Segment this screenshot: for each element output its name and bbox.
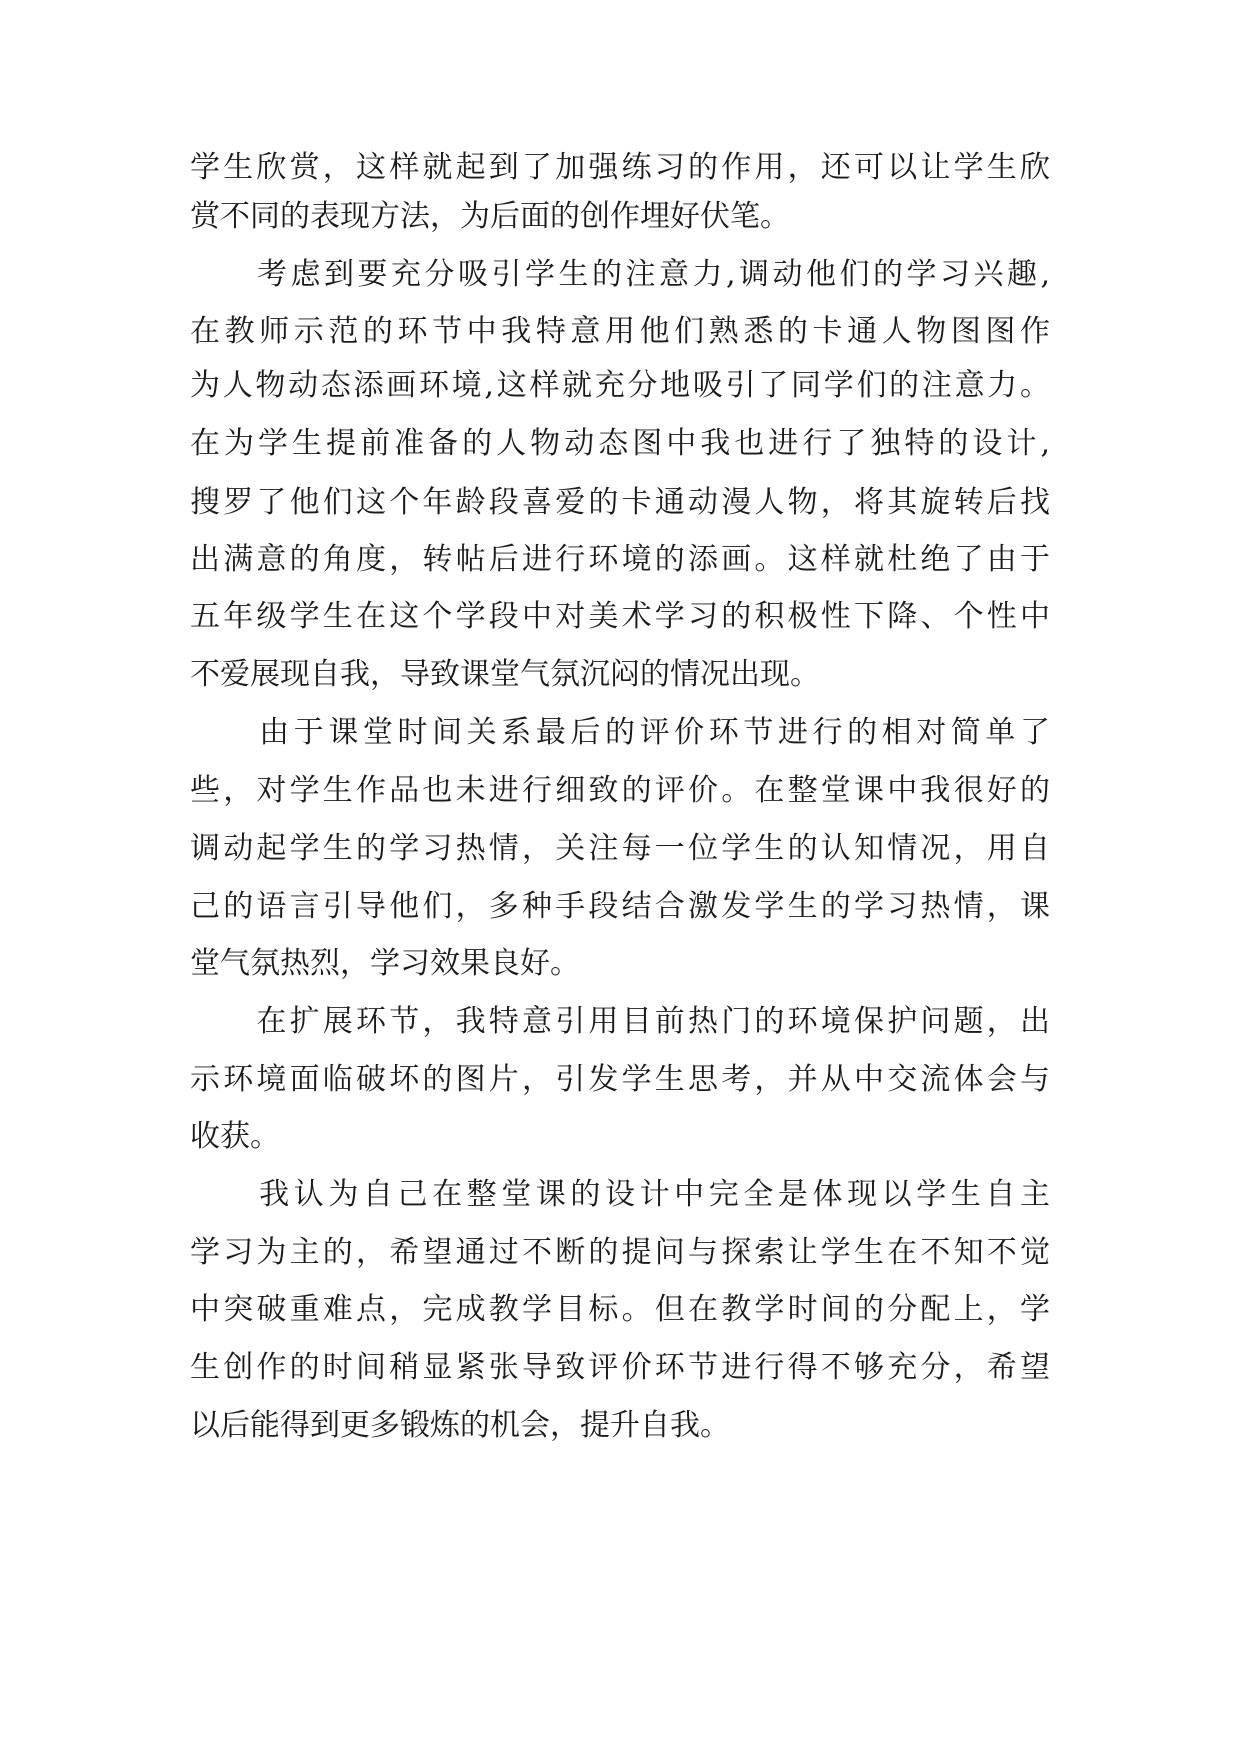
text-line: 由于课堂时间关系最后的评价环节进行的相对简单了 — [190, 715, 1050, 750]
text-line: 我认为自己在整堂课的设计中完全是体现以学生自主 — [190, 1177, 1050, 1212]
text-line: 在扩展环节，我特意引用目前热门的环境保护问题，出 — [190, 1004, 1050, 1039]
text-line: 搜罗了他们这个年龄段喜爱的卡通动漫人物，将其旋转后找 — [190, 485, 1050, 520]
text-line: 考虑到要充分吸引学生的注意力,调动他们的学习兴趣, — [190, 257, 1050, 292]
text-line: 堂气氛热烈，学习效果良好。 — [190, 946, 580, 981]
text-line: 收获。 — [190, 1119, 280, 1154]
text-line: 出满意的角度，转帖后进行环境的添画。这样就杜绝了由于 — [190, 542, 1050, 577]
text-line: 不爱展现自我，导致课堂气氛沉闷的情况出现。 — [190, 657, 820, 692]
text-line: 为人物动态添画环境,这样就充分地吸引了同学们的注意力。 — [190, 368, 1050, 403]
text-line: 学生欣赏，这样就起到了加强练习的作用，还可以让学生欣 — [190, 150, 1050, 185]
text-line: 赏不同的表现方法，为后面的创作埋好伏笔。 — [190, 199, 790, 234]
text-line: 以后能得到更多锻炼的机会，提升自我。 — [190, 1408, 730, 1443]
text-line: 在为学生提前准备的人物动态图中我也进行了独特的设计, — [190, 426, 1050, 461]
text-line: 己的语言引导他们，多种手段结合激发学生的学习热情，课 — [190, 889, 1050, 924]
text-line: 在教师示范的环节中我特意用他们熟悉的卡通人物图图作 — [190, 314, 1050, 349]
text-line: 学习为主的，希望通过不断的提问与探索让学生在不知不觉 — [190, 1235, 1050, 1270]
text-line: 示环境面临破坏的图片，引发学生思考，并从中交流体会与 — [190, 1062, 1050, 1097]
text-line: 调动起学生的学习热情，关注每一位学生的认知情况，用自 — [190, 831, 1050, 866]
text-line: 中突破重难点，完成教学目标。但在教学时间的分配上，学 — [190, 1292, 1050, 1327]
text-line: 生创作的时间稍显紧张导致评价环节进行得不够充分，希望 — [190, 1350, 1050, 1385]
text-line: 些，对学生作品也未进行细致的评价。在整堂课中我很好的 — [190, 773, 1050, 808]
text-line: 五年级学生在这个学段中对美术学习的积极性下降、个性中 — [190, 599, 1050, 634]
